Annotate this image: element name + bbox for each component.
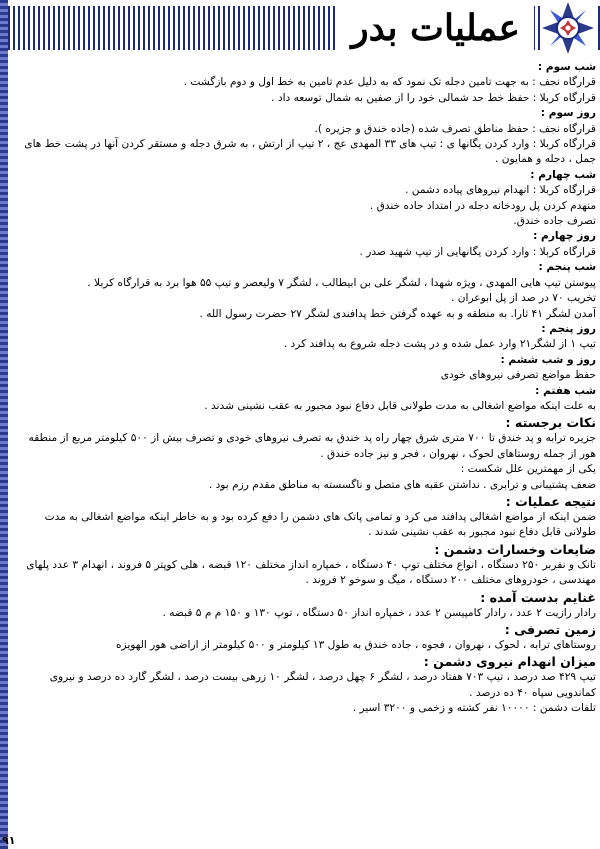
paragraph: پیوستن تیپ هایی المهدی ، ویژه شهدا ، لشگر علی بن ابیطالب ، لشگر ۷ ولیعصر و تیپ ۵۵ هوا برد به قرارگاه کربلا .	[87, 276, 596, 289]
section-heading: روز پنجم :	[541, 322, 596, 335]
document-body	[12, 60, 596, 717]
paragraph: قرارگاه نجف : حفظ مناطق تصرف شده (جاده خندق و جزیره ).	[314, 122, 596, 135]
section-heading: روز سوم :	[540, 107, 596, 120]
paragraph: قرارگاه کربلا : وارد کردن یگانهایی از تیپ شهید صدر .	[359, 245, 596, 258]
section-heading: نکات برجسته :	[505, 415, 596, 431]
paragraph: تیپ ۱ از لشگر۲۱ وارد عمل شده و در پشت دجله شروع به پدافند کرد .	[283, 338, 596, 351]
paragraph: تلفات دشمن : ۱۰۰۰۰ نفر کشته و زخمی و ۳۲۰۰ اسیر .	[352, 702, 596, 715]
section-heading: شب هفتم :	[535, 384, 596, 397]
section-heading: شب چهارم :	[530, 168, 596, 181]
page-title: عملیات بدر	[337, 0, 534, 56]
section-heading: غنایم بدست آمده :	[480, 589, 596, 605]
paragraph: قرارگاه کربلا : انهدام نیروهای پیاده دشمن .	[405, 184, 596, 197]
paragraph: رادار رازیت ۲ عدد ، رادار کامپیسن ۲ عدد ، خمپاره انداز ۵۰ دستگاه ، توپ ۱۳۰ و ۱۵۰ م م ۵ قبضه .	[162, 606, 596, 619]
section-heading: زمین تصرفی :	[504, 622, 596, 637]
page-number: ۹۱	[2, 834, 16, 847]
paragraph: آمدن لشگر ۴۱ ثارا. به منطقه و به عهده گرفتن خط پدافندی لشگر ۲۷ حضرت رسول الله .	[199, 307, 596, 320]
paragraph: ضمن اینکه از مواضع اشغالی پدافند می کرد و تمامی پاتک های دشمن را دفع کرده بود و به خاطر اینکه مواضع اشغالی به مدت طولانی قابل دفاع نبود مجبور به عقب نشینی شدند .	[44, 510, 596, 539]
section-heading: روز چهارم :	[533, 230, 596, 243]
section-heading: ضایعات وخسارات دشمن :	[434, 541, 596, 557]
paragraph: جزیره ترابه و پد خندق تا ۷۰۰ متری شرق چهار راه پد خندق به تصرف نیروهای خودی و تصرف بیش از ۵۰۰ کیلومتر مربع از منطقه هور از جمله روستاهای لحوک ، نهروان ، فجر و نیز جاده خندق .	[28, 432, 596, 460]
paragraph: تخریب ۷۰ در صد از پل ابوعران .	[451, 292, 596, 305]
page-header	[8, 0, 600, 56]
paragraph: تانک و نفربر ۲۵۰ دستگاه ، انواع مختلف توپ ۴۰ دستگاه ، خمپاره انداز مختلف ۱۲۰ قبضه ، هلی کوپتر ۵ فروند ، انهدام ۳ عدد پلهای مهندسی ، خودروهای مختلف ۲۰۰ دستگاه ، میگ و سوخو ۲ فروند .	[26, 558, 596, 587]
section-heading: میزان انهدام نیروی دشمن :	[423, 654, 596, 670]
section-heading: نتیجه عملیات :	[505, 493, 596, 509]
paragraph: منهدم کردن پل رودخانه دجله در امتداد جاده خندق .	[369, 199, 596, 212]
paragraph: قرارگاه کربلا : وارد کردن یگانها ی : تیپ های ۳۳ المهدی عج ، ۲ تیپ از ارتش ، به شرق دجله و مستقر کردن آنها در پشت خط های جمل ، دجله و همایون .	[24, 138, 596, 166]
paragraph: به علت اینکه مواضع اشغالی به مدت طولانی قابل دفاع نبود مجبور به عقب نشینی شدند .	[204, 399, 596, 412]
paragraph: تیپ ۴۲۹ صد درصد ، تیپ ۷۰۳ هفتاد درصد ، لشگر ۶ چهل درصد ، لشگر ۱۰ زرهی بیست درصد ، لشگر گارد ده درصد و نیروی کماندویی سپاه ۴۰ ده درصد .	[49, 671, 596, 699]
paragraph: حفظ مواضع تصرفی نیروهای خودی	[440, 369, 596, 382]
paragraph: روستاهای ترابه ، لحوک ، نهروان ، فجوه ، جاده خندق به طول ۱۳ کیلومتر و ۵۰۰ کیلومتر از اراضی هور الهویزه	[115, 639, 596, 651]
section-heading: روز و شب ششم :	[500, 353, 596, 366]
paragraph: ضعف پشتیبانی و ترابری . نداشتن عقبه های متصل و ناگسسته به مناطق مقدم رزم بود .	[208, 478, 596, 491]
paragraph: یکی از مهمترین علل شکست :	[460, 463, 596, 476]
rosette-icon	[540, 0, 596, 56]
section-heading: شب سوم :	[537, 61, 596, 73]
paragraph: قرارگاه نجف : به جهت تامین دجله تک نمود که به دلیل عدم تامین به خط اول و دوم بازگشت .	[183, 76, 596, 89]
paragraph: تصرف جاده خندق.	[513, 215, 596, 228]
paragraph: قرارگاه کربلا : حفظ خط حد شمالی خود را از صفین به شمال توسعه داد .	[271, 91, 596, 104]
section-heading: شب پنجم :	[538, 261, 596, 274]
left-border-strip	[0, 0, 8, 849]
